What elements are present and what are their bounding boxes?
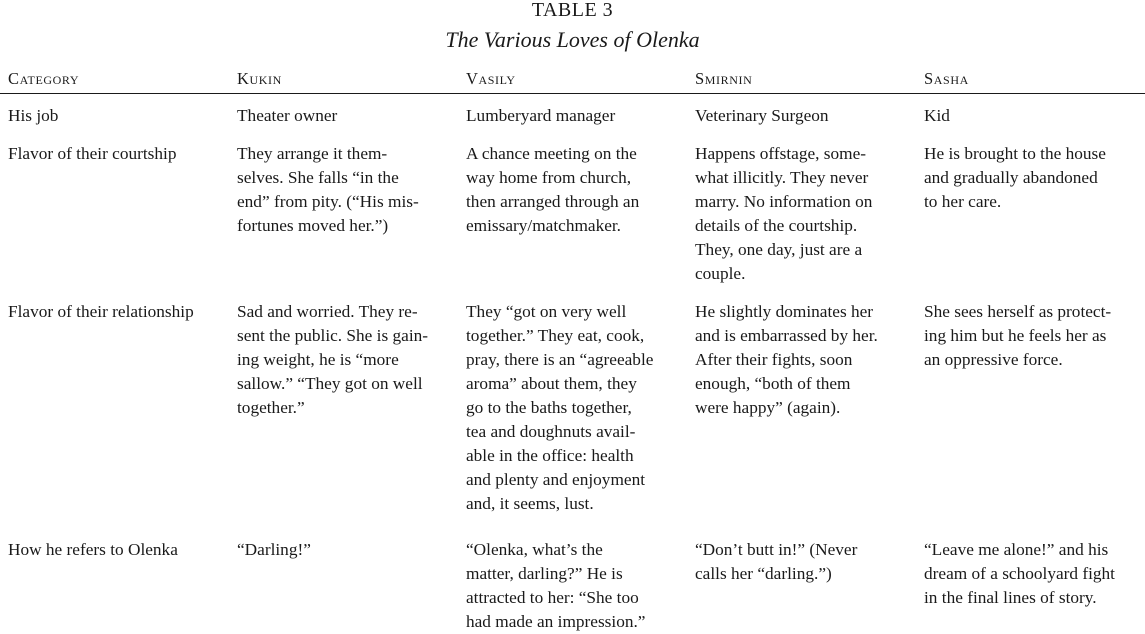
- cell-line: had made an impression.”: [466, 612, 646, 631]
- cell-line: calls her “darling.”): [695, 564, 832, 583]
- table-cell: [466, 538, 682, 634]
- cell-line: After their fights, soon: [695, 350, 853, 369]
- cell-line: and is embarrassed by her.: [695, 326, 878, 345]
- header-vasily: Vasily: [466, 69, 516, 88]
- cell-line: She sees herself as protect-: [924, 302, 1112, 321]
- cell-line: ing him but he feels her as: [924, 326, 1107, 345]
- cell-line: sallow.” “They got on well: [237, 374, 423, 393]
- header-sasha: Sasha: [924, 69, 969, 88]
- cell-line: “Leave me alone!” and his: [924, 540, 1109, 559]
- table-cell: [695, 300, 909, 420]
- cell-line: He is brought to the house: [924, 144, 1106, 163]
- table-cell: [695, 142, 909, 286]
- table-cell: [237, 300, 451, 420]
- cell-line: emissary/matchmaker.: [466, 216, 621, 235]
- cell-line: selves. She falls “in the: [237, 168, 399, 187]
- cell-line: in the final lines of story.: [924, 588, 1097, 607]
- header-category: Category: [8, 69, 80, 88]
- cell-line: Happens offstage, some-: [695, 144, 867, 163]
- row-label: Flavor of their courtship: [8, 144, 177, 163]
- cell-line: able in the office: health: [466, 446, 634, 465]
- table-cell: [466, 142, 682, 238]
- cell-line: pray, there is an “agreeable: [466, 350, 654, 369]
- cell-line: ing weight, he is “more: [237, 350, 399, 369]
- table-cell: [695, 538, 909, 586]
- cell-line: and plenty and enjoyment: [466, 470, 646, 489]
- cell-line: They, one day, just are a: [695, 240, 863, 259]
- cell-line: way home from church,: [466, 168, 632, 187]
- cell-line: together.”: [237, 398, 305, 417]
- cell-line: couple.: [695, 264, 746, 283]
- table-cell: Veterinary Surgeon: [695, 106, 829, 125]
- cell-line: sent the public. She is gain-: [237, 326, 429, 345]
- cell-line: They “got on very well: [466, 302, 627, 321]
- cell-line: dream of a schoolyard fight: [924, 564, 1115, 583]
- header-kukin: Kukin: [237, 69, 282, 88]
- cell-line: attracted to her: “She too: [466, 588, 639, 607]
- cell-line: details of the courtship.: [695, 216, 858, 235]
- cell-line: Sad and worried. They re-: [237, 302, 418, 321]
- cell-line: then arranged through an: [466, 192, 640, 211]
- row-label: His job: [8, 106, 59, 125]
- row-label: Flavor of their relationship: [8, 302, 194, 321]
- cell-line: and gradually abandoned: [924, 168, 1098, 187]
- table-number: TABLE 3: [531, 0, 614, 21]
- cell-line: and, it seems, lust.: [466, 494, 594, 513]
- cell-line: marry. No information on: [695, 192, 873, 211]
- cell-line: go to the baths together,: [466, 398, 632, 417]
- table-cell: Kid: [924, 106, 950, 125]
- cell-line: He slightly dominates her: [695, 302, 874, 321]
- cell-line: They arrange it them-: [237, 144, 388, 163]
- table-title: The Various Loves of Olenka: [445, 27, 700, 52]
- table-cell: [924, 538, 1140, 610]
- cell-line: “Don’t butt in!” (Never: [695, 540, 858, 559]
- cell-line: fortunes moved her.”): [237, 216, 389, 235]
- cell-line: to her care.: [924, 192, 1002, 211]
- cell-line: aroma” about them, they: [466, 374, 637, 393]
- table-cell: [924, 300, 1140, 372]
- table-cell: [237, 142, 451, 238]
- cell-line: what illicitly. They never: [695, 168, 869, 187]
- table-cell: [466, 300, 682, 516]
- cell-line: A chance meeting on the: [466, 144, 637, 163]
- cell-line: together.” They eat, cook,: [466, 326, 645, 345]
- cell-line: enough, “both of them: [695, 374, 851, 393]
- header-rule: [0, 93, 1145, 94]
- cell-line: “Olenka, what’s the: [466, 540, 603, 559]
- cell-line: matter, darling?” He is: [466, 564, 623, 583]
- header-smirnin: Smirnin: [695, 69, 753, 88]
- cell-line: an oppressive force.: [924, 350, 1063, 369]
- table-cell: Lumberyard manager: [466, 106, 616, 125]
- row-label: How he refers to Olenka: [8, 540, 178, 559]
- cell-line: end” from pity. (“His mis-: [237, 192, 419, 211]
- table-cell: [924, 142, 1140, 214]
- table-header: [0, 68, 1145, 90]
- table-cell: Theater owner: [237, 106, 338, 125]
- table-cell: “Darling!”: [237, 540, 311, 559]
- cell-line: were happy” (again).: [695, 398, 841, 417]
- cell-line: tea and doughnuts avail-: [466, 422, 636, 441]
